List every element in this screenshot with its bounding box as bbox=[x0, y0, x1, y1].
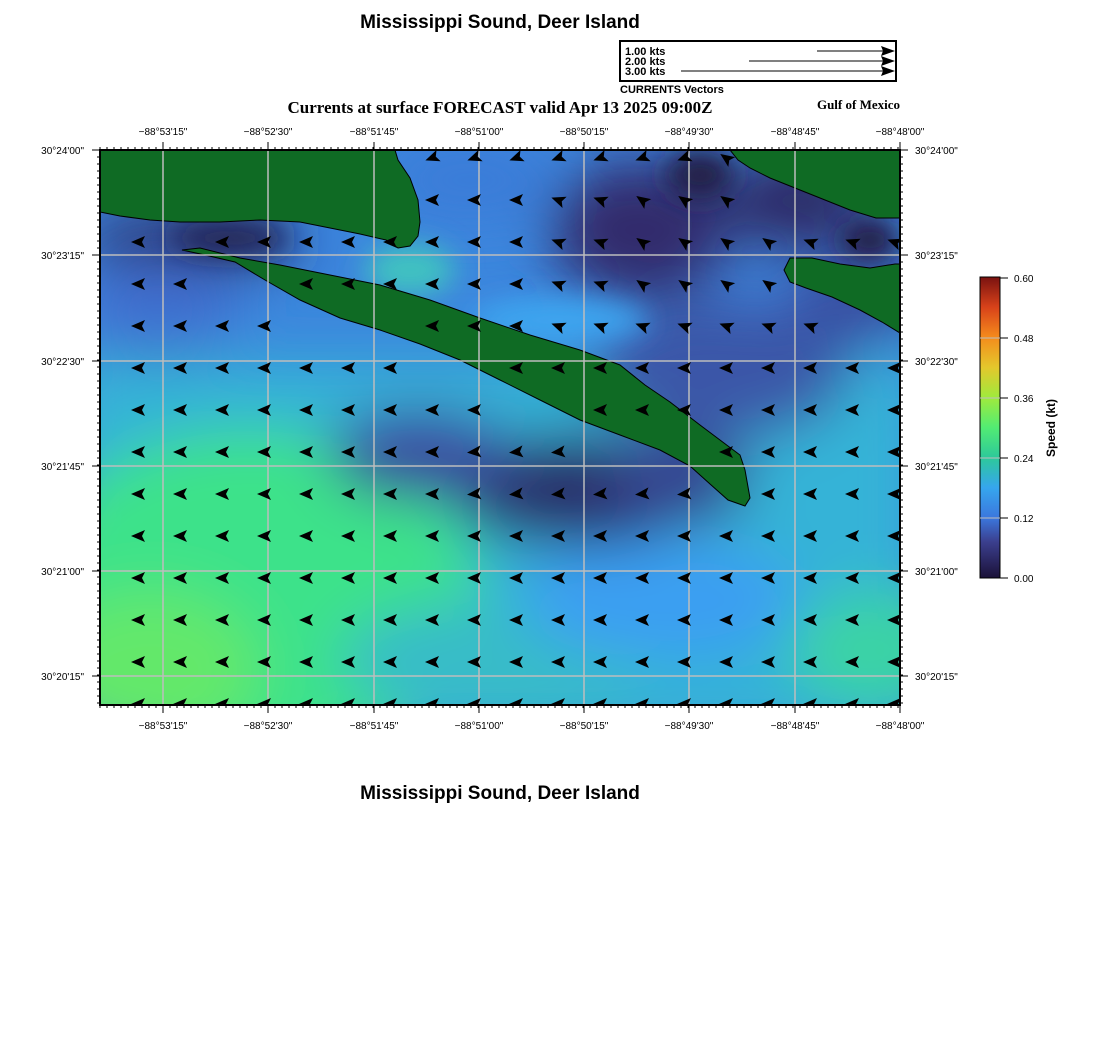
lon-label: −88°48'00" bbox=[875, 721, 925, 732]
lon-label: −88°51'00" bbox=[454, 127, 504, 138]
lat-label: 30°21'45" bbox=[915, 462, 958, 473]
vector-legend-caption: CURRENTS Vectors bbox=[620, 84, 724, 96]
lat-label: 30°23'15" bbox=[915, 251, 958, 262]
lon-label: −88°49'30" bbox=[664, 127, 714, 138]
lat-labels-left bbox=[41, 146, 84, 683]
colorbar-tick-label: 0.24 bbox=[1014, 454, 1034, 465]
lon-label: −88°50'15" bbox=[559, 127, 609, 138]
lon-label: −88°51'45" bbox=[349, 127, 399, 138]
colorbar-tick-label: 0.36 bbox=[1014, 394, 1034, 405]
lat-label: 30°21'00" bbox=[915, 567, 958, 578]
footer-title: Mississippi Sound, Deer Island bbox=[360, 783, 640, 804]
colorbar-tick-label: 0.12 bbox=[1014, 514, 1034, 525]
lat-label: 30°21'45" bbox=[41, 462, 84, 473]
colorbar-tick-label: 0.60 bbox=[1014, 274, 1034, 285]
speed-field bbox=[20, 140, 970, 770]
lon-label: −88°53'15" bbox=[138, 127, 188, 138]
forecast-subtitle: Currents at surface FORECAST valid Apr 13 2025 09:00Z bbox=[287, 98, 713, 117]
colorbar-gradient bbox=[980, 277, 1000, 578]
lat-label: 30°24'00" bbox=[915, 146, 958, 157]
vector-legend-row-1: 1.00 kts bbox=[625, 46, 666, 58]
lon-label: −88°51'00" bbox=[454, 721, 504, 732]
speed-colorbar bbox=[980, 274, 1058, 585]
lon-label: −88°52'30" bbox=[243, 721, 293, 732]
lon-label: −88°50'15" bbox=[559, 721, 609, 732]
lon-labels-bottom bbox=[139, 721, 925, 732]
lat-label: 30°22'30" bbox=[41, 357, 84, 368]
lat-label: 30°22'30" bbox=[915, 357, 958, 368]
lon-label: −88°48'45" bbox=[770, 127, 820, 138]
lat-label: 30°20'15" bbox=[41, 672, 84, 683]
colorbar-title: Speed (kt) bbox=[1044, 398, 1058, 458]
lon-label: −88°48'45" bbox=[770, 721, 820, 732]
lon-labels-top bbox=[139, 127, 925, 138]
vector-legend-row-3: 3.00 kts bbox=[625, 66, 666, 78]
colorbar-tick-label: 0.48 bbox=[1014, 334, 1034, 345]
lon-label: −88°51'45" bbox=[349, 721, 399, 732]
lat-labels-right bbox=[915, 146, 958, 683]
map-title: Mississippi Sound, Deer Island bbox=[360, 12, 640, 33]
lon-label: −88°48'00" bbox=[875, 127, 925, 138]
lon-label: −88°53'15" bbox=[138, 721, 188, 732]
lat-label: 30°20'15" bbox=[915, 672, 958, 683]
lat-label: 30°21'00" bbox=[41, 567, 84, 578]
vector-legend-row-2: 2.00 kts bbox=[625, 56, 666, 68]
colorbar-tick-label: 0.00 bbox=[1014, 574, 1034, 585]
lat-label: 30°23'15" bbox=[41, 251, 84, 262]
lon-label: −88°52'30" bbox=[243, 127, 293, 138]
region-label: Gulf of Mexico bbox=[816, 97, 900, 112]
lat-label: 30°24'00" bbox=[41, 146, 84, 157]
lon-label: −88°49'30" bbox=[664, 721, 714, 732]
